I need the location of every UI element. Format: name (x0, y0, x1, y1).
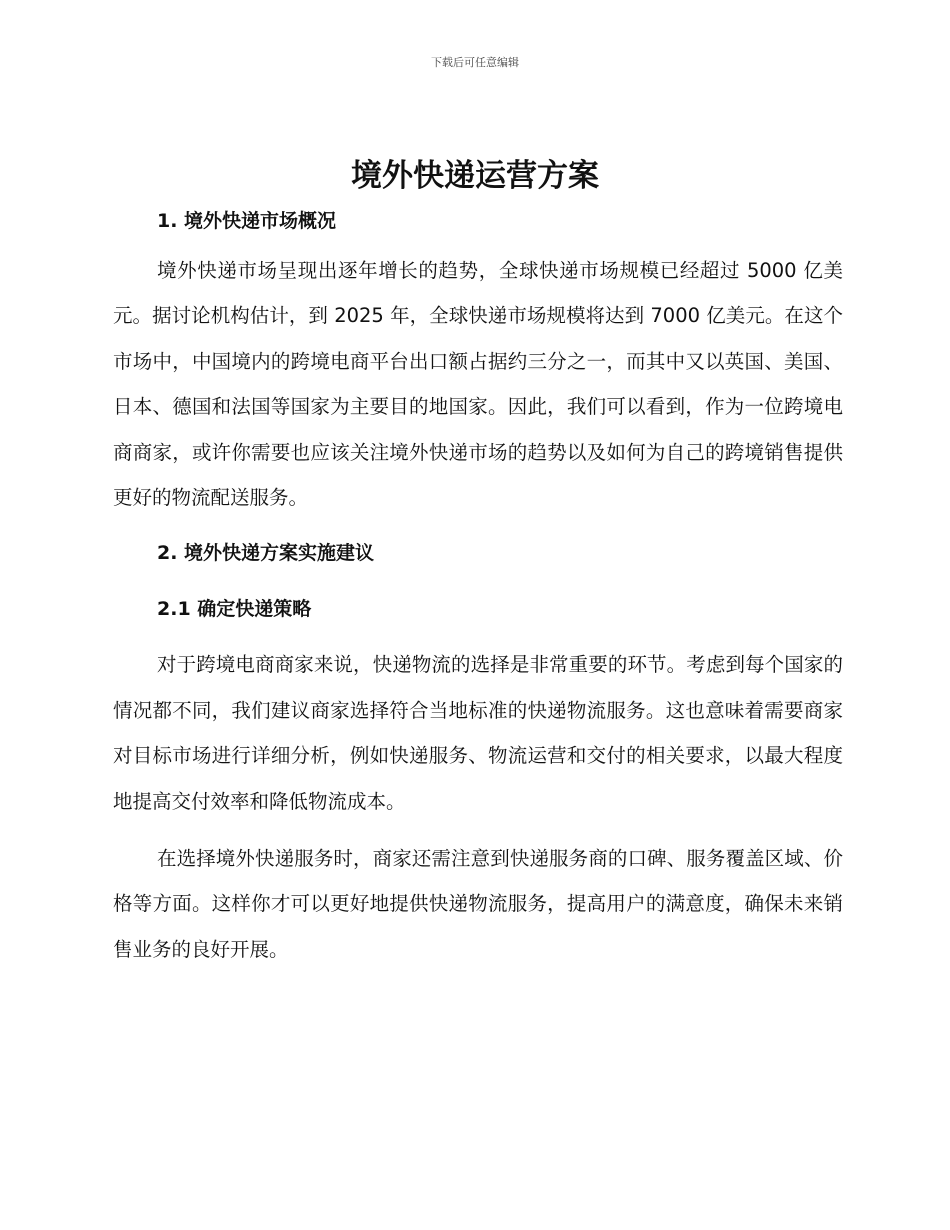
section-2-1-paragraph-1: 对于跨境电商商家来说，快递物流的选择是非常重要的环节。考虑到每个国家的情况都不同，我们建议商家选择符合当地标准的快递物流服务。这也意味着需要商家对目标市场进行详细分析，例如快递服务、物流运营和交付的相关要求，以最大程度地提高交付效率和降低物流成本。 (113, 653, 843, 813)
document-body (113, 204, 843, 972)
page-header-note: 下载后可任意编辑 (431, 56, 519, 69)
section-1-heading: 1. 境外快递市场概况 (157, 210, 337, 232)
section-1-paragraph: 境外快递市场呈现出逐年增长的趋势，全球快递市场规模已经超过 5000 亿美元。据讨论机构估计，到 2025 年，全球快递市场规模将达到 7000 亿美元。在这个市场中，中国境内的跨境电商平台出口额占据约三分之一，而其中又以英国、美国、日本、德国和法国等国家为主要目的地国家。因此，我们可以看到，作为一位跨境电商商家，或许你需要也应该关注境外快递市场的趋势以及如何为自己的跨境销售提供更好的物流配送服务。 (113, 259, 843, 510)
document-title: 境外快递运营方案 (351, 158, 599, 194)
section-2-heading: 2. 境外快递方案实施建议 (157, 542, 375, 565)
section-2-1-paragraph-2: 在选择境外快递服务时，商家还需注意到快递服务商的口碑、服务覆盖区域、价格等方面。这样你才可以更好地提供快递物流服务，提高用户的满意度，确保未来销售业务的良好开展。 (113, 847, 843, 961)
section-2-1-heading: 2.1 确定快递策略 (157, 598, 312, 621)
